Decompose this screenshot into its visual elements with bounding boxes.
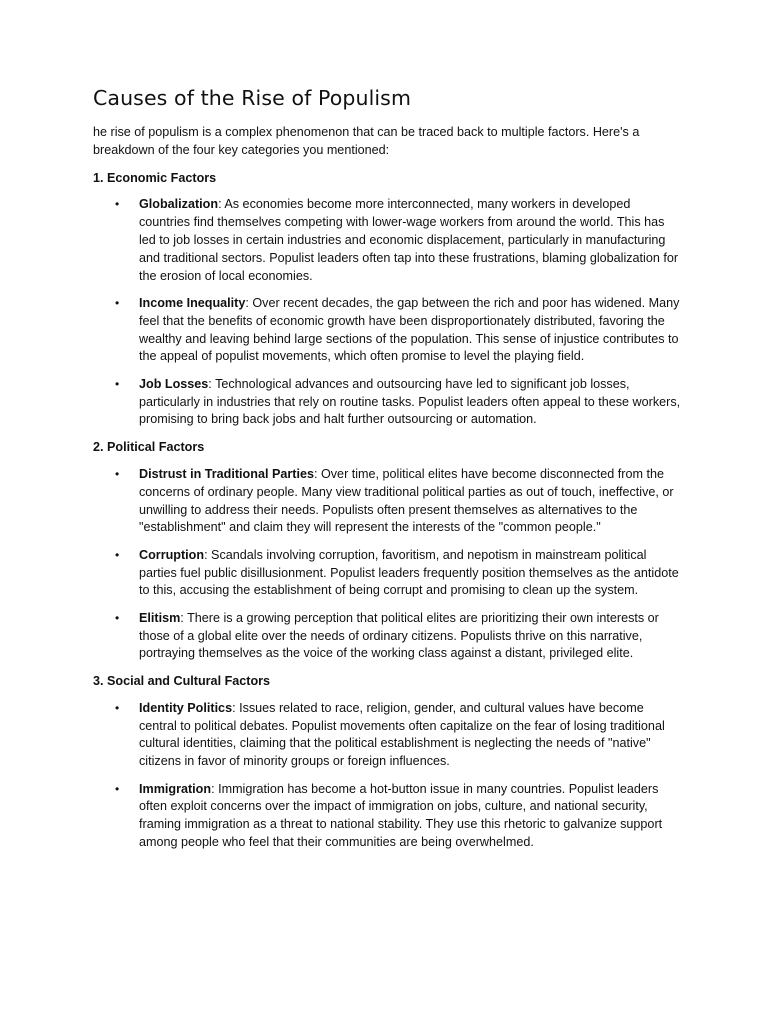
page-title: Causes of the Rise of Populism	[93, 86, 412, 110]
item-term: Identity Politics	[139, 700, 233, 715]
list-item	[93, 376, 683, 429]
item-term: Distrust in Traditional Parties	[139, 466, 314, 481]
item-term: Corruption	[139, 547, 205, 562]
bullet-icon: •	[115, 376, 120, 391]
political-factors-list	[93, 466, 683, 663]
bullet-icon: •	[115, 700, 120, 715]
list-item	[93, 781, 683, 852]
item-text: : Immigration has become a hot-button issue in many countries. Populist leaders often exploit concerns over the impact of immigration on jobs, culture, and national security, framing immigration as a threat to national stability. They use this rhetoric to galvanize support among people who feel that their communities are being overwhelmed.	[139, 781, 663, 850]
item-term: Job Losses	[139, 376, 209, 391]
social-cultural-factors-list	[93, 700, 683, 852]
item-text: : There is a growing perception that political elites are prioritizing their own interests or those of a global elite over the needs of ordinary citizens. Populists thrive on this narrative, portraying themselves as the voice of the working class against a distant, privileged elite.	[139, 610, 659, 661]
item-text: : Over time, political elites have become disconnected from the concerns of ordinary people. Many view traditional political parties as out of touch, ineffective, or unwilling to address their needs. Populists often present themselves as alternatives to the "establishment" and claim they will represent the interests of the "common people."	[139, 466, 674, 535]
item-text: : Scandals involving corruption, favoritism, and nepotism in mainstream political parties fuel public disillusionment. Populist leaders frequently position themselves as the antidote to this, accusing the establishment of being corrupt and promising to clean up the system.	[139, 547, 679, 598]
bullet-icon: •	[115, 781, 120, 796]
list-item	[93, 466, 683, 537]
section-heading-economic: 1. Economic Factors	[93, 170, 217, 185]
list-item	[93, 547, 683, 600]
bullet-icon: •	[115, 295, 120, 310]
bullet-icon: •	[115, 610, 120, 625]
list-item	[93, 295, 683, 366]
document-page	[93, 84, 683, 862]
item-text: : As economies become more interconnected, many workers in developed countries find themselves competing with lower-wage workers from around the world. This has led to job losses in certain industries and economic displacement, particularly in manufacturing and traditional sectors. Populist leaders often tap into these frustrations, blaming globalization for the erosion of local economies.	[139, 197, 679, 283]
item-text: : Technological advances and outsourcing have led to significant job losses, particularly in industries that rely on routine tasks. Populist leaders often appeal to these workers, promising to bring back jobs and halt further outsourcing or automation.	[139, 376, 681, 427]
item-text: : Issues related to race, religion, gender, and cultural values have become central to political debates. Populist movements often capitalize on the fear of losing traditional cultural identities, claiming that the political establishment is neglecting the needs of "native" citizens in favor of minority groups or foreign influences.	[139, 700, 665, 769]
item-term: Globalization	[139, 197, 219, 212]
intro-paragraph: he rise of populism is a complex phenomenon that can be traced back to multiple factors. Here's a breakdown of the four key categories you mentioned:	[93, 125, 640, 157]
bullet-icon: •	[115, 197, 120, 212]
list-item	[93, 700, 683, 771]
economic-factors-list	[93, 196, 683, 429]
bullet-icon: •	[115, 547, 120, 562]
list-item	[93, 610, 683, 663]
item-text: : Over recent decades, the gap between the rich and poor has widened. Many feel that the benefits of economic growth have been disproportionately distributed, favoring the wealthy and leaving behind large sections of the population. This sense of injustice contributes to the appeal of populist movements, which often promise to level the playing field.	[139, 295, 680, 364]
list-item	[93, 196, 683, 285]
section-heading-political: 2. Political Factors	[93, 440, 205, 455]
item-term: Elitism	[139, 610, 181, 625]
section-heading-social-cultural: 3. Social and Cultural Factors	[93, 674, 271, 689]
item-term: Income Inequality	[139, 295, 246, 310]
bullet-icon: •	[115, 466, 120, 481]
item-term: Immigration	[139, 781, 212, 796]
